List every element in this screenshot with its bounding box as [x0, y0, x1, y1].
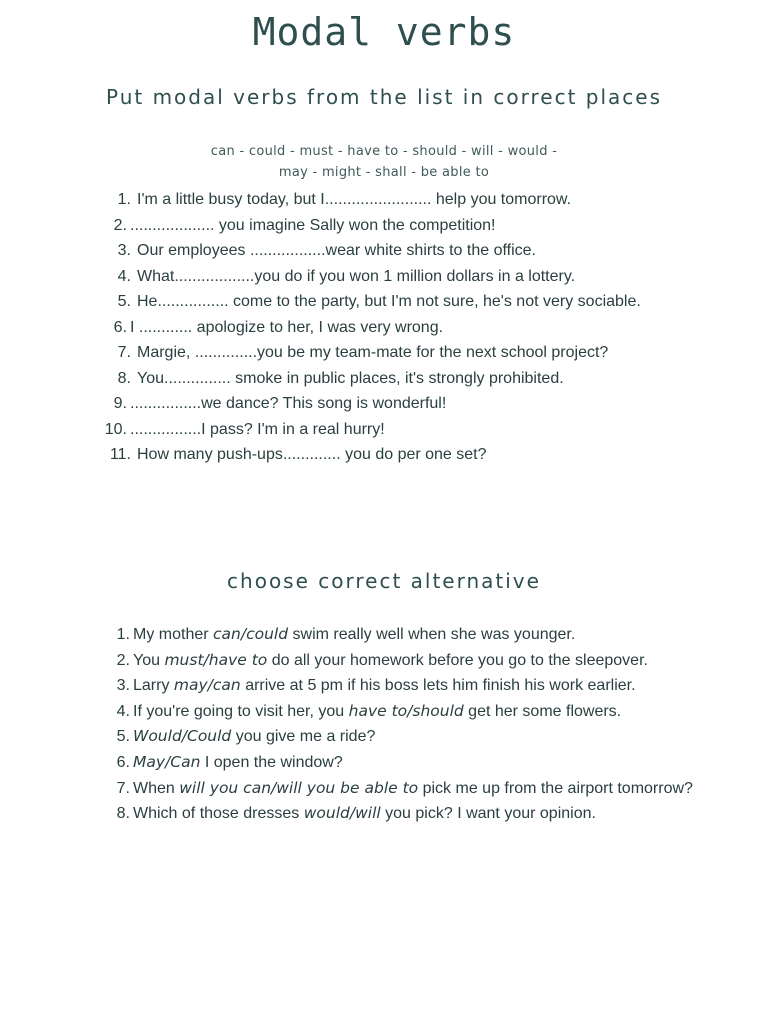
list-item	[0, 442, 768, 468]
item-number: 8.	[116, 805, 130, 823]
item-text-after: do all your homework before you go to the sleepover.	[267, 651, 648, 669]
list-item	[0, 622, 768, 648]
item-number: 7.	[116, 779, 130, 797]
item-text-before: Larry	[133, 677, 174, 695]
item-text: ................... you imagine Sally won the competition!	[130, 216, 496, 234]
item-number: 7.	[117, 344, 131, 361]
list-item	[0, 238, 768, 264]
item-alternative: would/will	[303, 804, 381, 823]
list-item	[0, 391, 768, 417]
item-number: 2.	[116, 651, 130, 669]
item-text-after: pick me up from the airport tomorrow?	[418, 779, 693, 797]
item-text: ................we dance? This song is wonderful!	[130, 395, 447, 412]
section1-heading: Put modal verbs from the list in correct places	[105, 85, 663, 109]
list-item	[0, 366, 768, 392]
item-number: 3.	[116, 677, 130, 695]
item-text: You............... smoke in public places, it's strongly prohibited.	[137, 369, 564, 387]
list-item	[0, 776, 768, 802]
item-text: What..................you do if you won 1 million dollars in a lottery.	[137, 267, 576, 285]
exercise2-list	[0, 622, 768, 827]
word-list-line: may - might - shall - be able to	[278, 165, 490, 180]
item-number: 6.	[116, 753, 130, 771]
item-alternative: Would/Could	[133, 727, 232, 746]
exercise1-list	[0, 187, 768, 468]
item-number: 10.	[104, 420, 127, 438]
item-text-after: get her some flowers.	[463, 702, 622, 720]
item-text-after: you give me a ride?	[231, 728, 376, 746]
item-text: How many push-ups............. you do per one set?	[137, 446, 487, 463]
word-list	[0, 141, 768, 183]
item-text-before: If you're going to visit her, you	[133, 702, 349, 720]
list-item	[0, 187, 768, 213]
item-text: He................ come to the party, but I'm not sure, he's not very sociable.	[137, 293, 641, 310]
item-number: 1.	[117, 191, 131, 208]
item-number: 4.	[117, 267, 131, 285]
item-text-before: Which of those dresses	[133, 805, 304, 823]
list-item	[0, 340, 768, 366]
item-alternative: May/Can	[133, 752, 201, 771]
item-number: 1.	[116, 626, 130, 643]
list-item	[0, 213, 768, 239]
list-item	[0, 801, 768, 827]
item-text-before: You	[133, 651, 165, 669]
list-item	[0, 673, 768, 699]
item-text-after: arrive at 5 pm if his boss lets him finish his work earlier.	[240, 677, 636, 695]
list-item	[0, 264, 768, 290]
list-item	[0, 315, 768, 341]
item-text-before: When	[133, 779, 180, 797]
item-number: 9.	[113, 395, 127, 412]
word-list-line: can - could - must - have to - should - will - would -	[210, 144, 558, 159]
list-item	[0, 648, 768, 674]
item-alternative: must/have to	[164, 650, 268, 669]
list-item	[0, 699, 768, 725]
item-text-before: My mother	[133, 626, 214, 643]
item-number: 6.	[113, 318, 127, 336]
item-text-after: I open the window?	[200, 753, 343, 771]
list-item	[0, 724, 768, 750]
list-item	[0, 417, 768, 443]
item-number: 8.	[117, 369, 131, 387]
item-text: Margie, ..............you be my team-mate for the next school project?	[137, 344, 609, 361]
item-number: 4.	[116, 702, 130, 720]
item-number: 3.	[117, 242, 131, 259]
item-number: 2.	[113, 216, 127, 234]
item-number: 5.	[117, 293, 131, 310]
item-number: 11.	[109, 446, 131, 463]
item-number: 5.	[116, 728, 130, 746]
item-text-after: you pick? I want your opinion.	[380, 805, 596, 823]
item-text: Our employees .................wear white shirts to the office.	[137, 242, 536, 259]
list-item	[0, 289, 768, 315]
page-title: Modal verbs	[252, 10, 516, 54]
item-alternative: will you can/will you be able to	[179, 778, 419, 797]
item-text: I'm a little busy today, but I........................ help you tomorrow.	[137, 191, 572, 208]
item-text-after: swim really well when she was younger.	[288, 626, 576, 643]
item-alternative: can/could	[213, 625, 289, 643]
item-text: ................I pass? I'm in a real hurry!	[130, 420, 385, 438]
list-item	[0, 750, 768, 776]
item-text: I ............ apologize to her, I was very wrong.	[130, 318, 444, 336]
item-alternative: have to/should	[348, 701, 464, 720]
item-alternative: may/can	[173, 676, 241, 695]
section2-heading: choose correct alternative	[227, 569, 541, 593]
